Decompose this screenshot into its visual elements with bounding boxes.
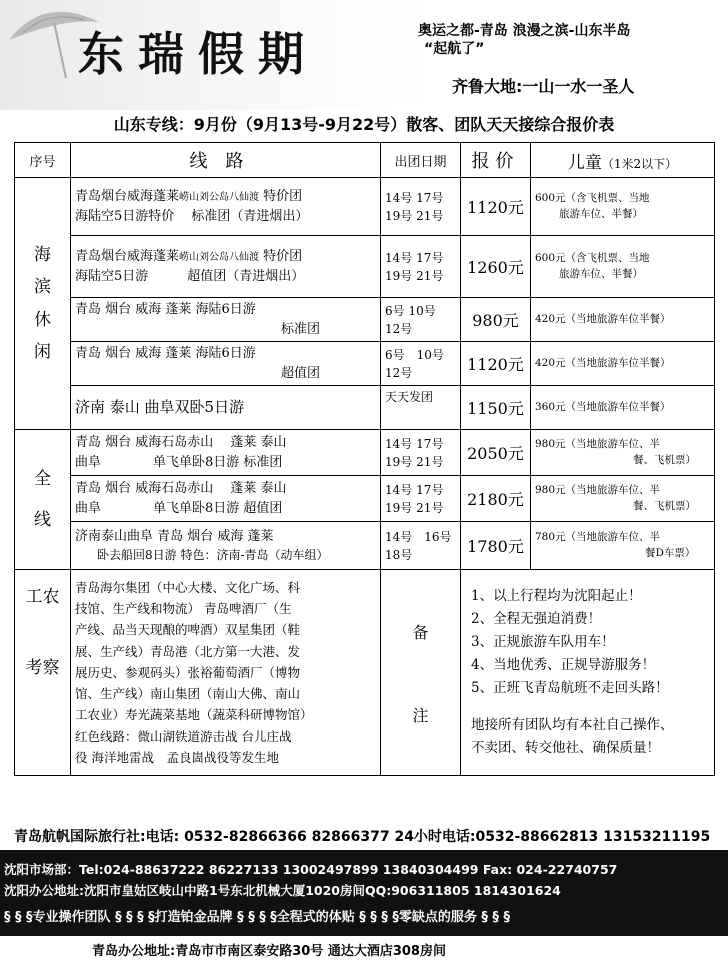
price-table	[14, 142, 715, 776]
price-cell: 980元	[461, 298, 531, 342]
shenyang-market-line: 沈阳市场部：Tel:024-88637222 86227133 13002497899 13840304499 Fax: 024-22740757	[4, 862, 618, 877]
section-industrial-line2: 考察	[25, 658, 60, 679]
child-price-cell: 980元（当地旅游车位、半 餐、飞机票）	[531, 430, 715, 476]
header-price: 报价	[461, 143, 531, 178]
header-seq: 序号	[15, 143, 71, 178]
child-price-cell: 600元（含飞机票、当地 旅游车位、半餐）	[531, 178, 715, 236]
child-price-cell: 600元（含飞机票、当地 旅游车位、半餐）	[531, 236, 715, 298]
price-cell: 1260元	[461, 236, 531, 298]
route-cell: 青岛烟台威海蓬莱崂山刘公岛八仙渡 特价团 海陆空5日游特价 标准团（青进烟出）	[71, 178, 381, 236]
table-row	[15, 298, 715, 342]
child-price-cell: 980元（当地旅游车位、半 餐、飞机票）	[531, 476, 715, 522]
date-cell: 14号 17号 19号 21号	[381, 476, 461, 522]
date-cell: 14号 17号 19号 21号	[381, 178, 461, 236]
child-price-cell: 780元（当地旅游车位、半 餐D车票）	[531, 522, 715, 570]
remarks-notes: 1、以上行程均为沈阳起止！ 2、全程无强迫消费！ 3、正规旅游车队用车！ 4、当地优秀、正规导游服务！ 5、正班飞青岛航班不走回头路！ 地接所有团队均有本社自己操作、 不卖团、转交他社、确保质量！	[461, 570, 715, 776]
header-date: 出团日期	[381, 143, 461, 178]
date-cell: 14号 17号 19号 21号	[381, 430, 461, 476]
price-cell: 2180元	[461, 476, 531, 522]
contact-band	[0, 850, 728, 936]
section-industrial	[15, 570, 71, 776]
header-child	[531, 143, 715, 178]
price-table-title: 山东专线：9月份（9月13号-9月22号）散客、团队天天接综合报价表	[113, 115, 615, 134]
route-cell: 青岛 烟台 威海 蓬莱 海陆6日游 超值团	[71, 342, 381, 386]
table-row	[15, 522, 715, 570]
price-cell: 1780元	[461, 522, 531, 570]
agency-contact: 青岛航帆国际旅行社:电话: 0532-82866366 82866377 24小时电话:0532-88662813 13153211195	[14, 829, 711, 845]
section-seaside: 海滨休闲	[15, 178, 71, 430]
header-banner	[0, 0, 728, 110]
qingdao-office-address: 青岛办公地址:青岛市市南区泰安路30号 通达大酒店308房间	[92, 944, 446, 959]
table-row	[15, 430, 715, 476]
price-cell: 1120元	[461, 178, 531, 236]
route-cell: 济南泰山曲阜 青岛 烟台 威海 蓬莱 卧去船回8日游 特色：济南-青岛（动车组）	[71, 522, 381, 570]
slogan-line-1: 奥运之都-青岛 浪漫之滨-山东半岛	[418, 23, 631, 39]
route-cell: 济南 泰山 曲阜双卧5日游	[71, 386, 381, 430]
price-cell: 2050元	[461, 430, 531, 476]
route-cell: 青岛 烟台 威海 蓬莱 海陆6日游 标准团	[71, 298, 381, 342]
date-cell: 6号 10号 12号	[381, 342, 461, 386]
child-price-cell: 360元（当地旅游车位半餐）	[531, 386, 715, 430]
date-cell: 天天发团	[381, 386, 461, 430]
child-price-cell: 420元（当地旅游车位半餐）	[531, 342, 715, 386]
table-row	[15, 236, 715, 298]
table-row	[15, 178, 715, 236]
date-cell: 6号 10号 12号	[381, 298, 461, 342]
table-header-row	[15, 143, 715, 178]
section-full: 全线	[15, 430, 71, 570]
date-cell: 14号 16号 18号	[381, 522, 461, 570]
route-cell: 青岛 烟台 威海石岛赤山 蓬莱 泰山 曲阜 单飞单卧8日游 标准团	[71, 430, 381, 476]
route-cell: 青岛烟台威海蓬莱崂山刘公岛八仙渡 特价团 海陆空5日游 超值团（青进烟出）	[71, 236, 381, 298]
header-child-label: 儿童	[567, 152, 602, 173]
industrial-route-text: 青岛海尔集团（中心大楼、文化广场、科 技馆、生产线和物流） 青岛啤酒厂（生 产线、品当天现酿的啤酒）双星集团（鞋 展、生产线）青岛港（北方第一大港、发 展历史、参观码头）张裕葡萄酒厂（博物 馆、生产线）南山集团（南山大佛、南山 工农业）寿光蔬菜基地（蔬菜科研博物馆） 红色线路：微山湖铁道游击战 台儿庄战 役 海洋地雷战 孟良崮战役等发生地	[71, 570, 381, 776]
table-row	[15, 342, 715, 386]
price-cell: 1120元	[461, 342, 531, 386]
brand-logo: 东瑞假期	[78, 27, 318, 81]
child-price-cell: 420元（当地旅游车位半餐）	[531, 298, 715, 342]
table-row	[15, 476, 715, 522]
header-child-note: （1米2以下）	[601, 156, 678, 171]
date-cell: 14号 17号 19号 21号	[381, 236, 461, 298]
slogan-line-3: 齐鲁大地:一山一水一圣人	[452, 77, 635, 96]
header-route: 线路	[71, 143, 381, 178]
table-row	[15, 570, 715, 776]
section-industrial-line1: 工农	[25, 587, 60, 607]
route-cell: 青岛 烟台 威海石岛赤山 蓬莱 泰山 曲阜 单飞单卧8日游 超值团	[71, 476, 381, 522]
service-slogans: § § §专业操作团队 § § § §打造铂金品牌 § § § §全程式的体贴 § § § §零缺点的服务 § § §	[4, 910, 510, 925]
price-cell: 1150元	[461, 386, 531, 430]
remarks-label: 备 注	[381, 570, 461, 776]
slogan-line-2: “起航了”	[424, 41, 485, 57]
shenyang-office-line: 沈阳办公地址:沈阳市皇姑区岐山中路1号东北机械大厦1020房间QQ:906311805 1814301624	[4, 883, 561, 898]
table-row	[15, 386, 715, 430]
